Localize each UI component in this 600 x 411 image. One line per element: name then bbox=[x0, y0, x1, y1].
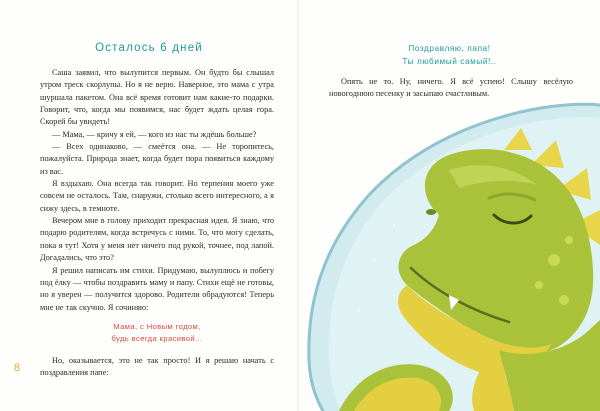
dino-spot bbox=[548, 254, 560, 266]
sparkle bbox=[358, 309, 360, 311]
greeting-line: Ты любимый самый!.. bbox=[402, 57, 497, 66]
greeting-line: Поздравляю, папа! bbox=[408, 44, 491, 53]
greeting-poem bbox=[299, 42, 600, 68]
paragraph: Я вздыхаю. Она всегда так говорит. Но терпения моего уже совсем не осталось. Там, снаружи, столько всего интересного, а я сижу здесь, в темноте. bbox=[40, 179, 274, 213]
right-page bbox=[299, 0, 600, 411]
paragraph: Но, оказывается, это не так просто! И я решаю начать с поздравления папе: bbox=[40, 355, 274, 378]
paragraph: — Мама, — кричу я ей, — кого из нас ты ждёшь больше? bbox=[52, 129, 257, 139]
poem-line: Мама, с Новым годом, bbox=[113, 321, 201, 331]
dino-spot bbox=[565, 236, 573, 244]
dino-nostril bbox=[426, 209, 436, 215]
left-body-text bbox=[40, 67, 274, 380]
paragraph: Вечером мне в голову приходит прекрасная идея. Я знаю, что подарю родителям, когда встречусь с ними. То, что могу сделать, пока я тут! Хотя у меня нет ничего под рукой, точнее, под лапой. Догадались, что это? bbox=[40, 216, 274, 263]
sparkle bbox=[393, 224, 395, 226]
poem bbox=[40, 321, 274, 346]
paragraph: Опять не то. Ну, ничего. Я всё успею! Слышу весёлую новогоднюю песенку и засыпаю счастливым. bbox=[329, 77, 573, 99]
chapter-title: Осталось 6 дней bbox=[95, 42, 203, 54]
page-number: 8 bbox=[14, 362, 21, 374]
paragraph: — Всех одинаково, — смеётся она. — Не торопитесь, пожалуйста. Природа знает, когда будет пора появиться каждому из вас. bbox=[40, 142, 274, 176]
dino-spot bbox=[559, 295, 569, 305]
poem-line: будь всегда красивой... bbox=[111, 334, 203, 344]
right-body-text bbox=[329, 76, 573, 101]
left-page bbox=[0, 0, 298, 411]
paragraph: Я решил написать им стихи. Придумаю, вылуплюсь и побегу под ёлку — чтобы поздравить маму и папу. Стихи ещё не готовы, но я уверен — получится здорово. Родители обрадуются! Теперь мне не так скучно. Я сочиняю: bbox=[40, 265, 274, 312]
dino-spot bbox=[535, 281, 543, 289]
paragraph: Саша заявил, что вылупится первым. Он будто бы слышал утром треск скорлупы. Но я не верю. Наверное, это мама с утра шуршала пакетом. Она всё время готовит нам какие-то подарки. Говорит, что, когда мы появимся, нас будет ждать целая гора. Скорей бы увидеть! bbox=[40, 68, 274, 127]
sparkle bbox=[373, 259, 376, 262]
